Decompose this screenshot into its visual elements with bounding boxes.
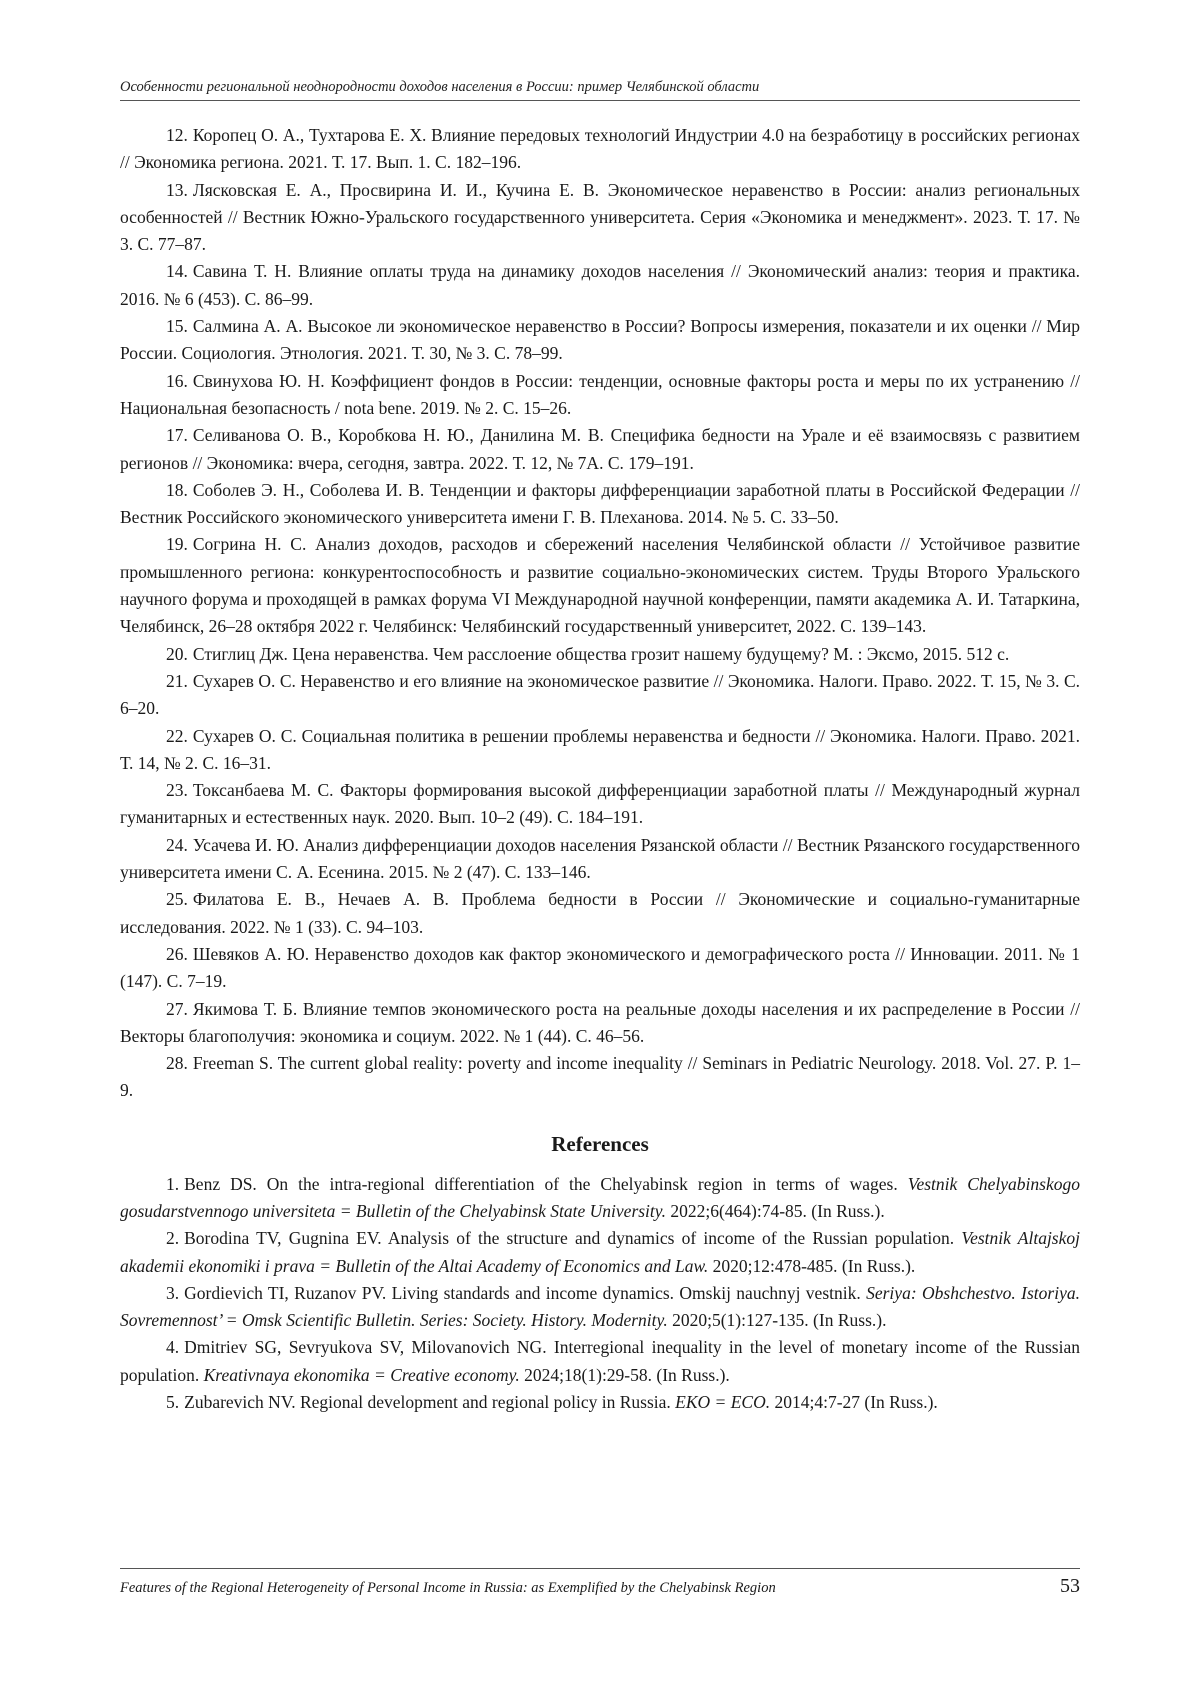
- reference-journal: Vestnik Altajskoj akademii ekonomiki i prava = Bulletin of the Altai Academy of Economics and Law.: [120, 1228, 1080, 1276]
- reference-text: Токсанбаева М. С. Факторы формирования высокой дифференциации заработной платы // Международный журнал гуманитарных и естественных наук. 2020. Вып. 10–2 (49). С. 184–191.: [120, 780, 1080, 828]
- reference-number: 5.: [166, 1392, 180, 1413]
- reference-number: 28.: [166, 1053, 188, 1074]
- reference-journal: Vestnik Chelyabinskogo gosudarstvennogo universiteta = Bulletin of the Chelyabinsk State University.: [120, 1173, 1080, 1221]
- russian-reference-list: [120, 122, 1080, 1105]
- reference-authors-title: Gordievich TI, Ruzanov PV. Living standards and income dynamics. Omskij nauchnyj vestnik.: [184, 1282, 867, 1303]
- reference-authors-title: Borodina TV, Gugnina EV. Analysis of the structure and dynamics of income of the Russian population.: [184, 1228, 962, 1249]
- reference-details: 2022;6(464):74-85. (In Russ.).: [665, 1200, 885, 1221]
- reference-journal: EKO = ECO.: [675, 1392, 771, 1413]
- reference-number: 3.: [166, 1282, 180, 1303]
- reference-entry: [120, 122, 1080, 177]
- reference-entry: [120, 832, 1080, 887]
- reference-entry: [120, 1050, 1080, 1105]
- reference-number: 20.: [166, 643, 188, 664]
- reference-text: Согрина Н. С. Анализ доходов, расходов и сбережений населения Челябинской области // Устойчивое развитие промышленного региона: конкурентоспособность и развитие социально-экономических систем. Труды Второго Уральского научного форума и проходящей в рамках форума VI Международной научной конференции, памяти академика А. И. Татаркина, Челябинск, 26–28 октября 2022 г. Челябинск: Челябинский государственный университет, 2022. С. 139–143.: [120, 534, 1080, 637]
- reference-entry: [120, 996, 1080, 1051]
- reference-text: Лясковская Е. А., Просвирина И. И., Кучина Е. В. Экономическое неравенство в России: анализ региональных особенностей // Вестник Южно-Уральского государственного университета. Серия «Экономика и менеджмент». 2023. Т. 17. № 3. С. 77–87.: [120, 179, 1080, 255]
- reference-journal: Seriya: Obshchestvo. Istoriya. Sovremennost’ = Omsk Scientific Bulletin. Series: Society. History. Modernity.: [120, 1282, 1080, 1331]
- reference-entry: [120, 723, 1080, 778]
- reference-authors-title: Dmitriev SG, Sevryukova SV, Milovanovich NG. Interregional inequality in the level of monetary income of the Russian population.: [120, 1337, 1080, 1385]
- running-head: Особенности региональной неоднородности доходов населения в России: пример Челябинской области: [120, 78, 1080, 101]
- reference-entry: [120, 1171, 1080, 1226]
- reference-number: 13.: [166, 179, 188, 200]
- reference-text: Свинухова Ю. Н. Коэффициент фондов в России: тенденции, основные факторы роста и меры по их устранению // Национальная безопасность / nota bene. 2019. № 2. С. 15–26.: [120, 370, 1080, 418]
- reference-entry: [120, 1389, 1080, 1416]
- reference-number: 21.: [166, 670, 188, 691]
- reference-journal: Kreativnaya ekonomika = Creative economy.: [203, 1364, 520, 1385]
- reference-details: 2014;4:7-27 (In Russ.).: [770, 1392, 938, 1413]
- reference-number: 2.: [166, 1228, 180, 1249]
- references-heading: References: [551, 1131, 649, 1156]
- reference-number: 24.: [166, 834, 188, 855]
- reference-text: Савина Т. Н. Влияние оплаты труда на динамику доходов населения // Экономический анализ: теория и практика. 2016. № 6 (453). С. 86–99.: [120, 261, 1080, 309]
- reference-entry: [120, 477, 1080, 532]
- reference-number: 17.: [166, 425, 188, 446]
- reference-entry: [120, 422, 1080, 477]
- reference-number: 27.: [166, 998, 188, 1019]
- reference-entry: [120, 531, 1080, 640]
- reference-number: 14.: [166, 261, 188, 282]
- reference-entry: [120, 177, 1080, 259]
- page-footer: [120, 1568, 1080, 1605]
- reference-number: 23.: [166, 780, 188, 801]
- reference-text: Стиглиц Дж. Цена неравенства. Чем расслоение общества грозит нашему будущему? М. : Эксмо, 2015. 512 с.: [192, 643, 1010, 664]
- reference-entry: [120, 1280, 1080, 1335]
- reference-text: Коропец О. А., Тухтарова Е. Х. Влияние передовых технологий Индустрии 4.0 на безработицу в российских регионах // Экономика региона. 2021. Т. 17. Вып. 1. С. 182–196.: [120, 125, 1080, 173]
- reference-entry: [120, 368, 1080, 423]
- reference-entry: [120, 886, 1080, 941]
- reference-number: 26.: [166, 943, 188, 964]
- reference-number: 1.: [166, 1173, 180, 1194]
- reference-text: Филатова Е. В., Нечаев А. В. Проблема бедности в России // Экономические и социально-гуманитарные исследования. 2022. № 1 (33). С. 94–103.: [120, 889, 1080, 937]
- reference-text: Якимова Т. Б. Влияние темпов экономического роста на реальные доходы населения и их распределение в России // Векторы благополучия: экономика и социум. 2022. № 1 (44). С. 46–56.: [120, 998, 1080, 1046]
- reference-text: Шевяков А. Ю. Неравенство доходов как фактор экономического и демографического роста // Инновации. 2011. № 1 (147). С. 7–19.: [120, 943, 1080, 992]
- reference-entry: [120, 1225, 1080, 1280]
- page-number: 53: [1060, 1575, 1080, 1597]
- footer-running-title: Features of the Regional Heterogeneity of Personal Income in Russia: as Exemplified by the Chelyabinsk Region: [120, 1580, 776, 1596]
- reference-number: 16.: [166, 370, 188, 391]
- reference-number: 12.: [166, 125, 188, 145]
- reference-number: 25.: [166, 889, 188, 910]
- reference-text: Сухарев О. С. Неравенство и его влияние на экономическое развитие // Экономика. Налоги. Право. 2022. Т. 15, № 3. С. 6–20.: [120, 670, 1080, 719]
- reference-entry: [120, 777, 1080, 832]
- reference-number: 15.: [166, 316, 188, 337]
- reference-text: Freeman S. The current global reality: poverty and income inequality // Seminars in Pediatric Neurology. 2018. Vol. 27. P. 1–9.: [120, 1053, 1080, 1101]
- reference-text: Соболев Э. Н., Соболева И. В. Тенденции и факторы дифференциации заработной платы в Российской Федерации // Вестник Российского экономического университета имени Г. В. Плеханова. 2014. № 5. С. 33–50.: [120, 479, 1080, 528]
- reference-text: Селиванова О. В., Коробкова Н. Ю., Данилина М. В. Специфика бедности на Урале и её взаимосвязь с развитием регионов // Экономика: вчера, сегодня, завтра. 2022. Т. 12, № 7А. С. 179–191.: [120, 425, 1080, 473]
- reference-text: Салмина А. А. Высокое ли экономическое неравенство в России? Вопросы измерения, показатели и их оценки // Мир России. Социология. Этнология. 2021. Т. 30, № 3. С. 78–99.: [120, 316, 1080, 364]
- reference-entry: [120, 668, 1080, 723]
- reference-entry: [120, 1334, 1080, 1389]
- reference-number: 22.: [166, 725, 188, 746]
- reference-details: 2020;12:478-485. (In Russ.).: [708, 1255, 916, 1276]
- reference-entry: [120, 313, 1080, 368]
- reference-authors-title: Benz DS. On the intra-regional differentiation of the Chelyabinsk region in terms of wages.: [184, 1173, 908, 1194]
- reference-number: 18.: [166, 479, 188, 500]
- reference-number: 4.: [166, 1337, 180, 1358]
- reference-entry: [120, 258, 1080, 313]
- english-reference-list: [120, 1171, 1080, 1417]
- page: [120, 78, 1080, 1618]
- reference-entry: [120, 641, 1080, 668]
- reference-text: Усачева И. Ю. Анализ дифференциации доходов населения Рязанской области // Вестник Рязанского государственного университета имени С. А. Есенина. 2015. № 2 (47). С. 133–146.: [120, 834, 1080, 883]
- reference-details: 2020;5(1):127-135. (In Russ.).: [667, 1310, 887, 1331]
- reference-details: 2024;18(1):29-58. (In Russ.).: [519, 1364, 730, 1385]
- reference-number: 19.: [166, 534, 188, 555]
- reference-text: Сухарев О. С. Социальная политика в решении проблемы неравенства и бедности // Экономика. Налоги. Право. 2021. Т. 14, № 2. С. 16–31.: [120, 725, 1080, 773]
- reference-entry: [120, 941, 1080, 996]
- reference-authors-title: Zubarevich NV. Regional development and regional policy in Russia.: [184, 1392, 676, 1413]
